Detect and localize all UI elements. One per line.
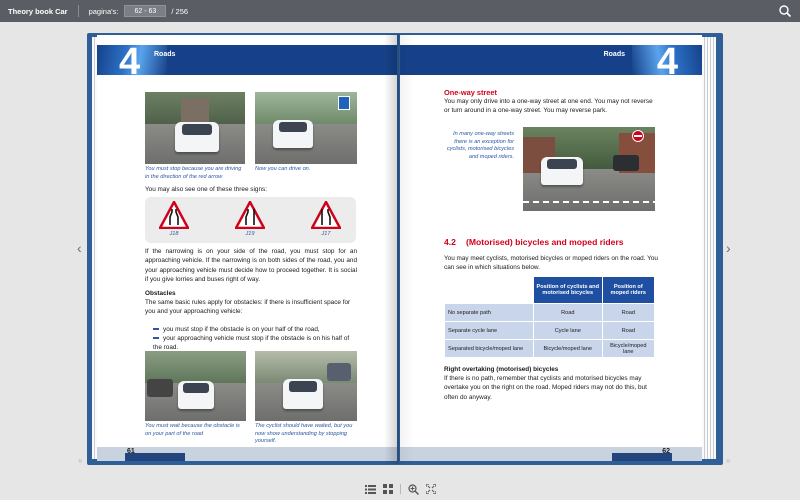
page-edges-right <box>702 37 716 459</box>
table-cell: Road <box>603 322 654 339</box>
photo-obstacle-wait <box>145 351 246 421</box>
table-header-row <box>445 277 654 303</box>
list-view-icon[interactable] <box>365 485 376 494</box>
bullet-dash <box>153 328 159 330</box>
sign-code: J17 <box>321 231 331 237</box>
table-cell: Separated bicycle/moped lane <box>445 340 533 357</box>
section-title: (Motorised) bicycles and moped riders <box>466 237 624 247</box>
table-header-cell: Position of moped riders <box>603 277 654 303</box>
page-label: pagina's: <box>88 6 119 16</box>
chapter-title: Roads <box>603 51 625 58</box>
oneway-caption: In many one-way streets there is an exception for cyclists, motorised bicycles and moped riders. <box>446 131 514 160</box>
road-narrowing-sign-icon <box>235 201 265 229</box>
sign-code: J18 <box>169 231 179 237</box>
photo-caption: The cyclist should have waited, but you now show understanding by stopping yourself. <box>255 423 353 445</box>
obstacles-paragraph: The same basic rules apply for obstacles: if there is insufficient space for you and your approaching vehicle: <box>145 299 351 316</box>
situations-table <box>444 276 655 358</box>
table-row <box>445 322 654 339</box>
table-cell: Road <box>534 304 602 321</box>
photo-caption: You must stop because you are driving in the direction of the red arrow <box>145 166 242 180</box>
toolbar-divider <box>78 5 79 17</box>
overtaking-heading: Right overtaking (motorised) bicycles <box>444 366 559 373</box>
chapter-header-band <box>400 41 702 83</box>
page-number: 62 <box>662 448 670 455</box>
toolbar-divider <box>400 484 401 494</box>
page-number-input[interactable]: 62 - 63 <box>124 5 166 17</box>
oneway-heading: One-way street <box>444 88 497 97</box>
next-page-arrow-icon[interactable]: › <box>726 240 731 256</box>
table-cell: No separate path <box>445 304 533 321</box>
photo-caption: You must wait because the obstacle is on your part of the road <box>145 423 240 437</box>
book-title: Theory book Car <box>8 6 68 16</box>
bullet-text: your approaching vehicle must stop if the obstacle is on his half of the road. <box>153 335 350 352</box>
page-total: / 256 <box>171 6 189 16</box>
table-cell: Cycle lane <box>534 322 602 339</box>
bullet-text: you must stop if the obstacle is on your half of the road, <box>163 326 320 333</box>
bottom-toolbar <box>0 478 800 500</box>
grid-view-icon[interactable] <box>383 484 393 494</box>
signs-intro: You may also see one of these three signs: <box>145 186 267 193</box>
overtaking-paragraph: If there is no path, remember that cyclists and motorised bicycles may overtake you on the right on the road. Moped riders may not do this, but often do anyway. <box>444 375 647 401</box>
photo-caption: Now you can drive on. <box>255 166 311 172</box>
last-page-arrow-icon[interactable]: » <box>726 456 731 465</box>
narrowing-paragraph: If the narrowing is on your side of the road, you must stop for an approaching vehicle. If the narrowing is on both sides of the road, you and your approaching vehicle must decide how to proceed together. It is social if you give lorries and buses right of way. <box>145 248 357 283</box>
signs-panel <box>145 197 356 243</box>
obstacles-heading: Obstacles <box>145 290 176 297</box>
page-number: 61 <box>127 448 135 455</box>
table-cell: Bicycle/moped lane <box>534 340 602 357</box>
road-narrowing-sign-icon <box>311 201 341 229</box>
table-cell: Separate cycle lane <box>445 322 533 339</box>
photo-cyclist <box>255 351 357 421</box>
chapter-number: 4 <box>656 41 678 83</box>
chapter-header-band <box>97 41 397 83</box>
top-toolbar <box>0 0 800 22</box>
fullscreen-icon[interactable] <box>426 484 436 494</box>
chapter-title: Roads <box>154 51 176 58</box>
photo-oneway-street <box>523 127 655 211</box>
bullet-item <box>153 334 357 353</box>
zoom-in-icon[interactable] <box>408 484 419 495</box>
table-row <box>445 340 654 357</box>
prev-page-arrow-icon[interactable]: ‹ <box>77 240 82 256</box>
left-page <box>97 35 397 461</box>
table-cell: Road <box>603 304 654 321</box>
table-cell: Bicycle/moped lane <box>603 340 654 357</box>
photo-drive-on <box>255 92 357 164</box>
photo-red-arrow <box>145 92 245 164</box>
sign-code: J19 <box>245 231 255 237</box>
chapter-number: 4 <box>119 41 141 83</box>
search-icon[interactable] <box>778 4 792 18</box>
bullet-dash <box>153 337 159 339</box>
first-page-arrow-icon[interactable]: « <box>78 456 83 465</box>
section-paragraph: You may meet cyclists, motorised bicycles or moped riders on the road. You can see in which situations below. <box>444 255 658 272</box>
oneway-paragraph: You may only drive into a one-way street at one end. You may not reverse or turn around in a one-way street. You may reverse park. <box>444 98 653 115</box>
table-header-cell <box>445 277 533 303</box>
table-header-cell: Position of cyclists and motorised bicycles <box>534 277 602 303</box>
road-narrowing-sign-icon <box>159 201 189 229</box>
right-page <box>400 35 702 461</box>
section-number: 4.2 <box>444 237 456 247</box>
bullet-item <box>153 325 357 334</box>
table-row <box>445 304 654 321</box>
